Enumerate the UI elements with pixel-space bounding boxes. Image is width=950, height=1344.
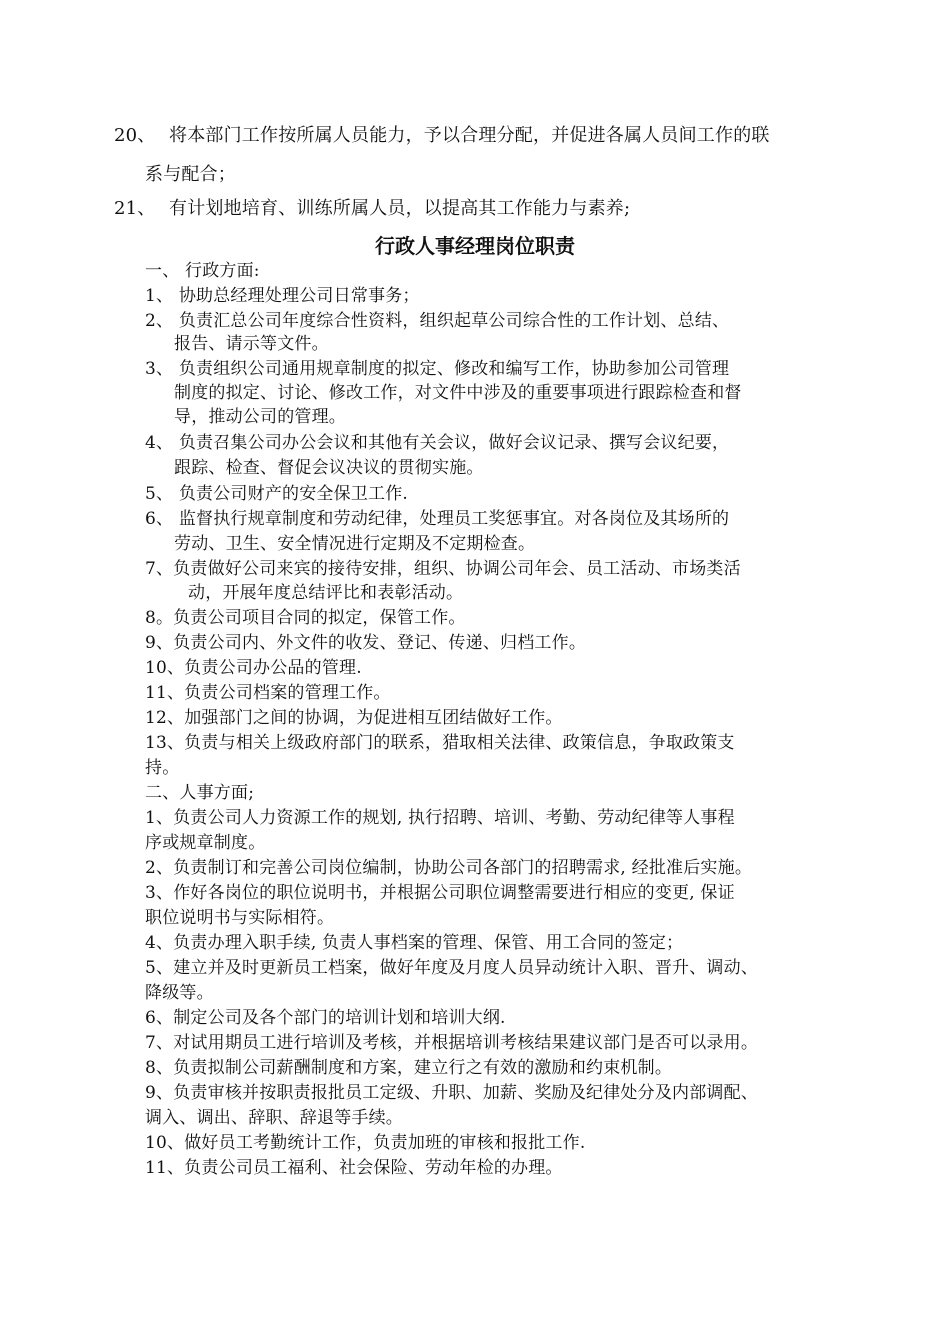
list-item: 13、负责与相关上级政府部门的联系，猎取相关法律、政策信息，争取政策支 <box>145 733 735 753</box>
list-item: 2、 负责汇总公司年度综合性资料，组织起草公司综合性的工作计划、总结、 <box>145 311 730 331</box>
list-item-continuation: 持。 <box>145 758 180 778</box>
list-item: 3、作好各岗位的职位说明书，并根据公司职位调整需要进行相应的变更, 保证 <box>145 883 735 903</box>
list-item: 11、负责公司员工福利、社会保险、劳动年检的办理。 <box>145 1158 563 1178</box>
list-item-continuation: 劳动、卫生、安全情况进行定期及不定期检查。 <box>174 534 536 554</box>
item-number: 20、 <box>114 125 156 146</box>
list-item-continuation: 制度的拟定、讨论、修改工作，对文件中涉及的重要事项进行跟踪检查和督 <box>174 383 742 403</box>
list-item-continuation: 调入、调出、辞职、辞退等手续。 <box>145 1108 403 1128</box>
item-text: 有计划地培育、训练所属人员，以提高其工作能力与素养; <box>169 198 631 219</box>
list-item: 12、加强部门之间的协调，为促进相互团结做好工作。 <box>145 708 563 728</box>
list-item: 1、负责公司人力资源工作的规划, 执行招聘、培训、考勤、劳动纪律等人事程 <box>145 808 735 828</box>
list-item: 6、制定公司及各个部门的培训计划和培训大纲. <box>145 1008 506 1028</box>
list-item: 3、 负责组织公司通用规章制度的拟定、修改和编写工作，协助参加公司管理 <box>145 359 730 379</box>
item-number: 21、 <box>114 198 156 219</box>
list-item: 5、建立并及时更新员工档案，做好年度及月度人员异动统计入职、晋升、调动、 <box>145 958 759 978</box>
section-heading-hr: 二、人事方面; <box>145 783 255 803</box>
list-item: 10、负责公司办公品的管理. <box>145 658 362 678</box>
list-item: 9、负责审核并按职责报批员工定级、升职、加薪、奖励及纪律处分及内部调配、 <box>145 1083 759 1103</box>
document-title: 行政人事经理岗位职责 <box>375 234 575 258</box>
section-heading-admin: 一、 行政方面: <box>145 261 260 281</box>
list-item-continuation: 导，推动公司的管理。 <box>174 407 346 427</box>
list-item-21 <box>114 199 630 219</box>
list-item-20 <box>114 126 770 146</box>
list-item-continuation: 动，开展年度总结评比和表彰活动。 <box>188 583 464 603</box>
list-item: 7、对试用期员工进行培训及考核，并根据培训考核结果建议部门是否可以录用。 <box>145 1033 759 1053</box>
list-item-continuation: 序或规章制度。 <box>145 833 266 853</box>
list-item-continuation: 职位说明书与实际相符。 <box>145 908 335 928</box>
list-item: 10、做好员工考勤统计工作，负责加班的审核和报批工作. <box>145 1133 586 1153</box>
list-item: 4、负责办理入职手续, 负责人事档案的管理、保管、用工合同的签定； <box>145 933 684 953</box>
list-item: 7、负责做好公司来宾的接待安排，组织、协调公司年会、员工活动、市场类活 <box>145 559 741 579</box>
item-text: 将本部门工作按所属人员能力，予以合理分配，并促进各属人员间工作的联 <box>169 125 770 146</box>
list-item: 6、 监督执行规章制度和劳动纪律，处理员工奖惩事宜。对各岗位及其场所的 <box>145 509 730 529</box>
list-item-20-continuation: 系与配合； <box>145 164 236 185</box>
list-item: 11、负责公司档案的管理工作。 <box>145 683 391 703</box>
list-item: 5、 负责公司财产的安全保卫工作. <box>145 484 409 504</box>
list-item: 8、负责拟制公司薪酬制度和方案，建立行之有效的激励和约束机制。 <box>145 1058 673 1078</box>
list-item: 8。负责公司项目合同的拟定，保管工作。 <box>145 608 466 628</box>
list-item: 9、负责公司内、外文件的收发、登记、传递、归档工作。 <box>145 633 587 653</box>
list-item-continuation: 报告、请示等文件。 <box>174 334 329 354</box>
list-item: 1、 协助总经理处理公司日常事务； <box>145 286 420 306</box>
list-item: 4、 负责召集公司办公会议和其他有关会议，做好会议记录、撰写会议纪要， <box>145 433 730 453</box>
list-item-continuation: 跟踪、检查、督促会议决议的贯彻实施。 <box>174 458 484 478</box>
list-item: 2、负责制订和完善公司岗位编制，协助公司各部门的招聘需求, 经批准后实施。 <box>145 858 753 878</box>
list-item-continuation: 降级等。 <box>145 983 214 1003</box>
